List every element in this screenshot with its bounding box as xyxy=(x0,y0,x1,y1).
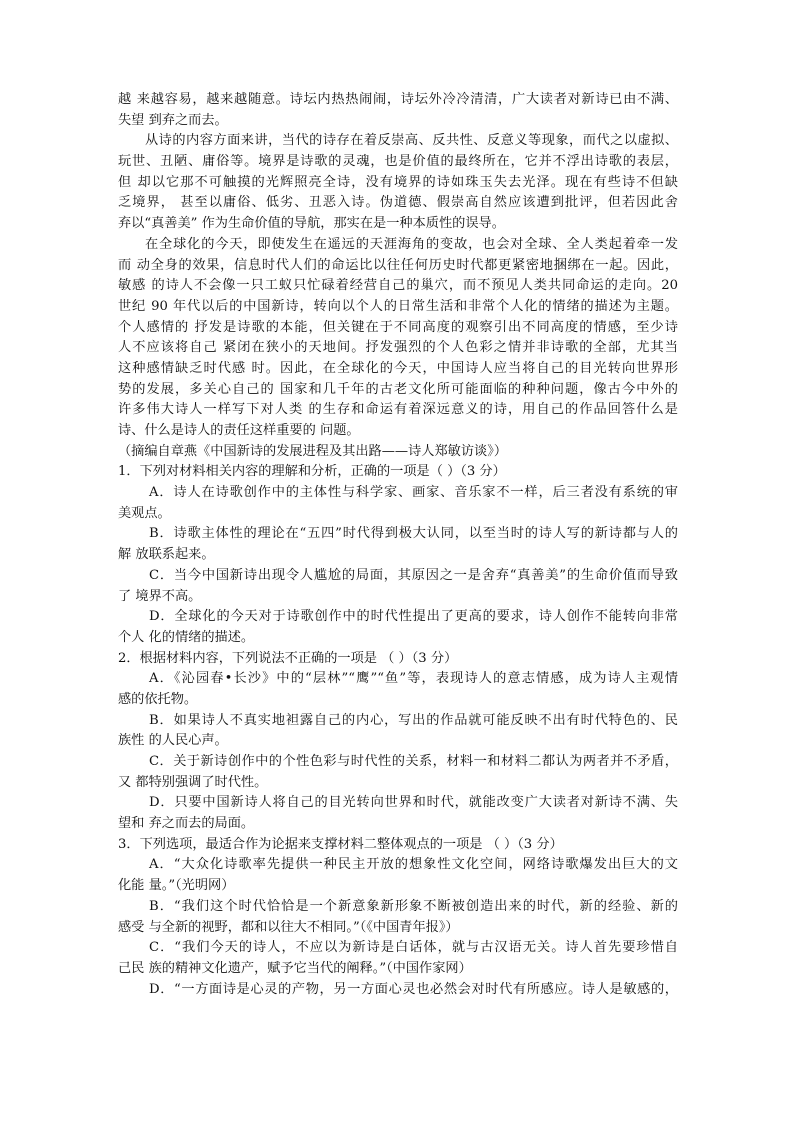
text-line: 了 境界不高。 xyxy=(118,588,202,604)
text-line: 失望 到弃之而去。 xyxy=(118,112,228,128)
text-line: D．“一方面诗是心灵的产物，另一方面心灵也必然会对时代有所感应。诗人是敏感的， xyxy=(149,981,678,997)
text-line: 望和 弃之而去的局面。 xyxy=(118,816,255,832)
text-line: 但 却以它那不可触摸的光辉照亮全诗，没有境界的诗如珠玉失去光泽。现在有些诗不但缺 xyxy=(118,174,678,190)
text-line: 感的依托物。 xyxy=(118,691,198,707)
text-line: 弃以“真善美” 作为生命价值的导航，那实在是一种本质性的误导。 xyxy=(118,216,505,232)
text-line: 从诗的内容方面来讲，当代的诗存在着反崇高、反共性、反意义等现象，而代之以虚拟、 xyxy=(145,133,678,149)
text-line: 个人 化的情绪的描述。 xyxy=(118,629,255,645)
text-line: A．“大众化诗歌率先提供一种民主开放的想象性文化空间，网络诗歌爆发出巨大的文 xyxy=(149,857,678,873)
text-line: 世纪 90 年代以后的中国新诗，转向以个人的日常生活和非常个人化的情绪的描述为主题。 xyxy=(118,298,678,314)
text-line: A．诗人在诗歌创作中的主体性与科学家、画家、音乐家不一样，后三者没有系统的审 xyxy=(149,485,678,501)
text-line: 又 都特别强调了时代性。 xyxy=(118,774,268,790)
text-line: B．“我们这个时代恰恰是一个新意象新形象不断被创造出来的时代，新的经验、新的 xyxy=(149,898,678,914)
text-line: 许多伟大诗人一样写下对人类 的生存和命运有着深远意义的诗，用自己的作品回答什么是 xyxy=(118,402,678,418)
text-line: C．“我们今天的诗人，不应以为新诗是白话体，就与古汉语无关。诗人首先要珍惜自 xyxy=(149,940,678,956)
text-line: B．诗歌主体性的理论在“五四”时代得到极大认同，以至当时的诗人写的新诗都与人的 xyxy=(149,526,678,542)
text-line: 1．下列对材料相关内容的理解和分析，正确的一项是（ ）（3 分） xyxy=(118,464,506,480)
text-line: 势的发展，多关心自己的 国家和几千年的古老文化所可能面临的种种问题，像古今中外的 xyxy=(118,381,678,397)
text-line: 这种感情缺乏时代感 时。因此，在全球化的今天，中国诗人应当将自己的目光转向世界形 xyxy=(118,360,678,376)
text-line: A．《沁园春•长沙》中的“层林”“鹰”“鱼”等，表现诗人的意志情感，成为诗人主观情 xyxy=(149,671,678,687)
document-page xyxy=(118,90,678,1000)
text-line: 感受 与全新的视野，都和以往大不相同。”（《中国青年报》） xyxy=(118,919,459,935)
text-line: 美观点。 xyxy=(118,505,171,521)
text-line: 人不应该将自己 紧闭在狭小的天地间。抒发强烈的个人色彩之情并非诗歌的全部，尤其当 xyxy=(118,340,678,356)
text-line: 越 来越容易，越来越随意。诗坛内热热闹闹，诗坛外冷冷清清，广大读者对新诗已由不满、 xyxy=(118,92,678,107)
text-line: D．全球化的今天对于诗歌创作中的时代性提出了更高的要求，诗人创作不能转向非常 xyxy=(149,609,678,625)
text-line: 在全球化的今天，即使发生在遥远的天涯海角的变故，也会对全球、全人类起着牵一发 xyxy=(145,236,678,252)
text-line: 敏感 的诗人不会像一只工蚁只忙碌着经营自己的巢穴，而不预见人类共同命运的走向。20 xyxy=(118,278,678,294)
text-line: 解 放联系起来。 xyxy=(118,547,215,563)
text-line: 化能 量。”（光明网） xyxy=(118,878,235,894)
text-line: 2．根据材料内容，下列说法不正确的一项是 （ ）（3 分） xyxy=(118,650,458,666)
text-line: 己民 族的精神文化遗产，赋予它当代的阐释。”（中国作家网） xyxy=(118,960,472,976)
text-line: B．如果诗人不真实地袒露自己的内心，写出的作品就可能反映不出有时代特色的、民 xyxy=(149,712,678,728)
text-line: 族性 的人民心声。 xyxy=(118,733,228,749)
text-line: 个人感情的 抒发是诗歌的本能，但关键在于不同高度的观察引出不同高度的情感，至少诗 xyxy=(118,319,678,335)
text-line: 3．下列选项，最适合作为论据来支撑材料二整体观点的一项是 （ ）（3 分） xyxy=(118,836,563,852)
text-line: 而 动全身的效果，信息时代人们的命运比以往任何历史时代都更紧密地捆绑在一起。因此， xyxy=(118,257,678,273)
text-line: 乏境界， 甚至以庸俗、低劣、丑恶入诗。伪道德、假崇高自然应该遭到批评，但若因此舍 xyxy=(118,195,678,211)
text-line: C．当今中国新诗出现令人尴尬的局面，其原因之一是舍弃“真善美”的生命价值而导致 xyxy=(149,567,678,583)
text-line: （摘编自章燕《中国新诗的发展进程及其出路——诗人郑敏访谈》） xyxy=(118,443,508,459)
text-line: 玩世、丑陋、庸俗等。境界是诗歌的灵魂，也是价值的最终所在，它并不浮出诗歌的表层， xyxy=(118,154,678,170)
text-line: 诗、什么是诗人的责任这样重要的 问题。 xyxy=(118,423,360,438)
text-line: D．只要中国新诗人将自己的目光转向世界和时代，就能改变广大读者对新诗不满、失 xyxy=(149,795,678,811)
text-line: C．关于新诗创作中的个性色彩与时代性的关系，材料一和材料二都认为两者并不矛盾， xyxy=(149,754,678,769)
